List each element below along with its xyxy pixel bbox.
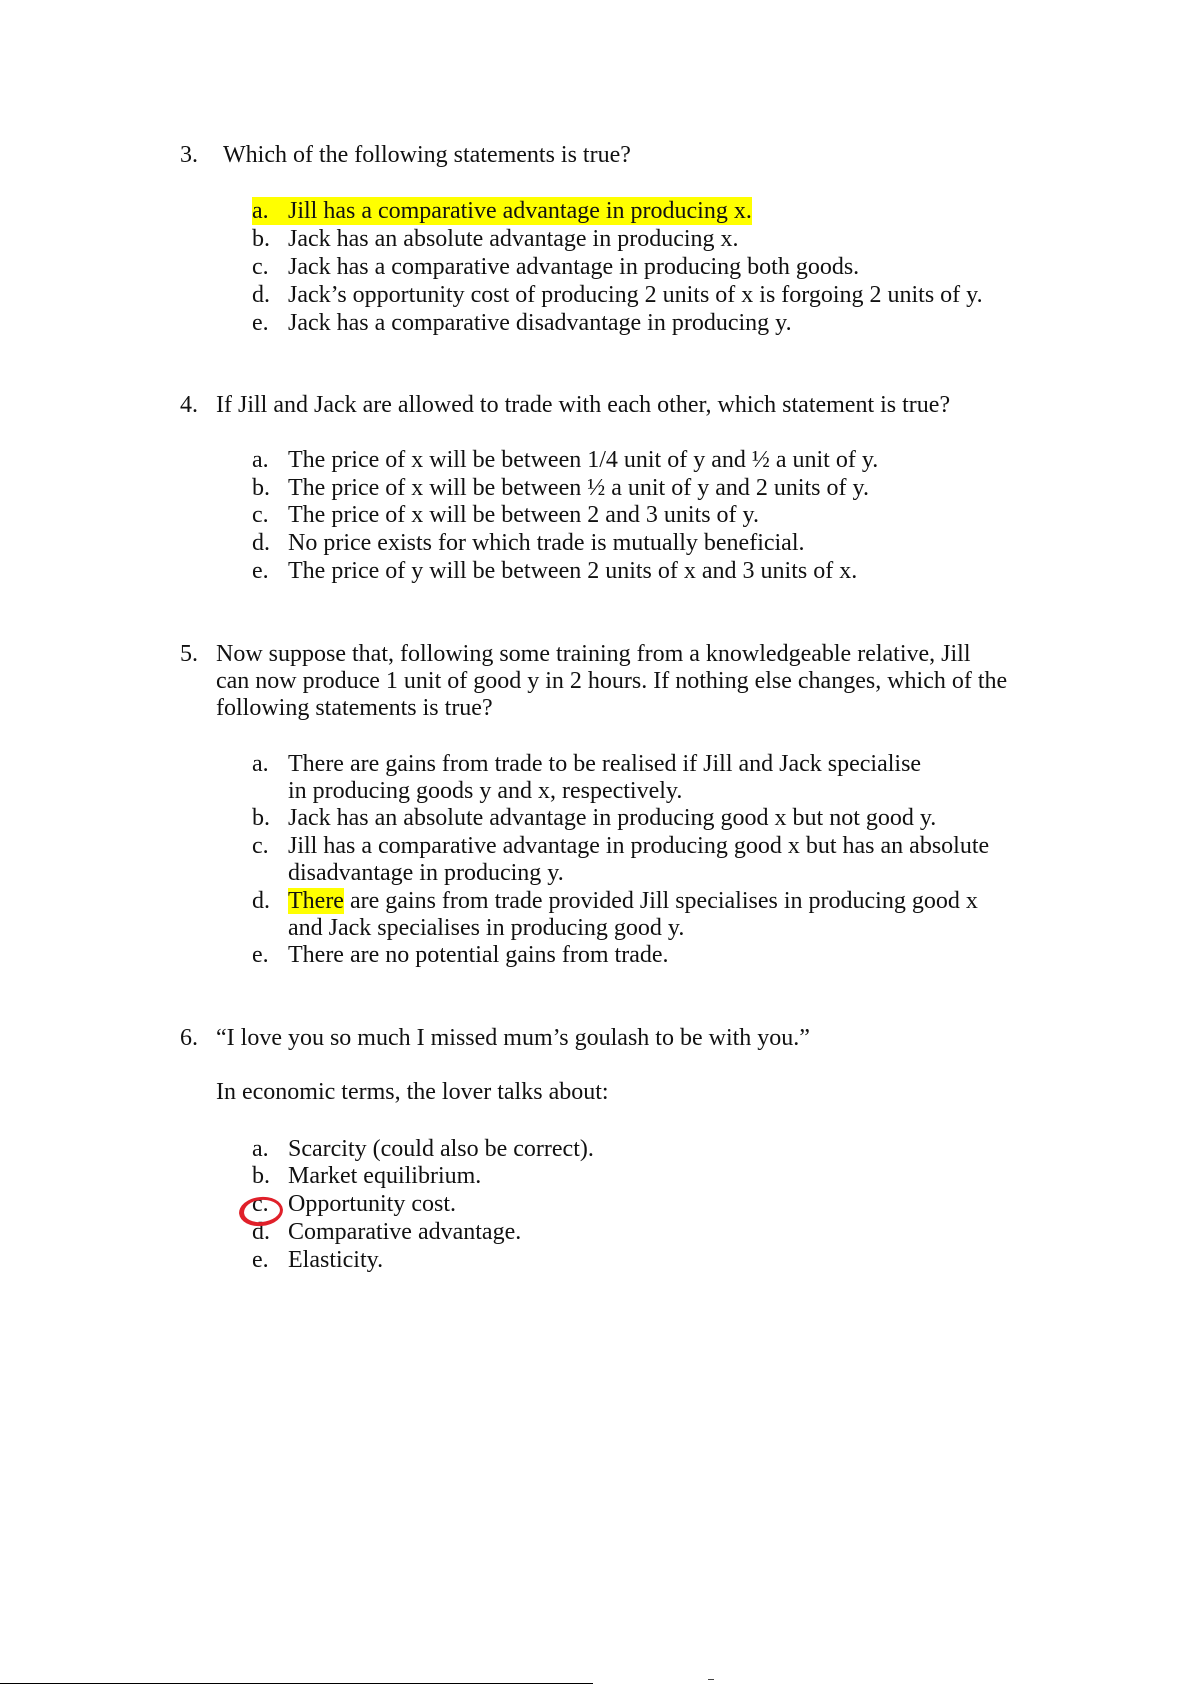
option-text: Comparative advantage. <box>288 1219 522 1245</box>
option-letter: c. <box>252 833 269 859</box>
option-letter: e. <box>252 558 269 584</box>
option-letter: c. <box>252 254 269 280</box>
option-text: There are no potential gains from trade. <box>288 942 669 968</box>
option-text-line-1: There are gains from trade to be realised if Jill and Jack specialise <box>288 751 922 777</box>
option-letter: d. <box>252 530 270 556</box>
option-letter: b. <box>252 805 270 831</box>
highlighted-word: There <box>288 888 344 914</box>
question-text: “I love you so much I missed mum’s goulash to be with you.” <box>216 1025 810 1051</box>
option-letter: e. <box>252 942 269 968</box>
question-text-line-1: Now suppose that, following some training from a knowledgeable relative, Jill <box>216 641 971 667</box>
option-text: No price exists for which trade is mutually beneficial. <box>288 530 805 556</box>
footer-rule <box>0 1683 593 1684</box>
question-number: 6. <box>180 1025 198 1051</box>
option-text-line-2: disadvantage in producing y. <box>288 860 564 886</box>
option-letter: d. <box>252 282 270 308</box>
option-text-line-2: and Jack specialises in producing good y. <box>288 915 685 941</box>
question-text: If Jill and Jack are allowed to trade with each other, which statement is true? <box>216 392 951 418</box>
question-text-line-3: following statements is true? <box>216 695 493 721</box>
question-text: Which of the following statements is true? <box>223 142 631 168</box>
option-text-line-2: in producing goods y and x, respectively. <box>288 778 683 804</box>
option-text: The price of x will be between 2 and 3 units of y. <box>288 502 759 528</box>
pen-circle-annotation <box>238 1195 285 1228</box>
option-text: The price of y will be between 2 units of x and 3 units of x. <box>288 558 858 584</box>
option-letter: a. <box>252 751 269 777</box>
question-subtext: In economic terms, the lover talks about: <box>216 1079 609 1105</box>
option-text: Scarcity (could also be correct). <box>288 1136 594 1162</box>
option-text: Jack has a comparative advantage in producing both goods. <box>288 254 860 280</box>
option-letter: b. <box>252 1163 270 1189</box>
option-text: Market equilibrium. <box>288 1163 482 1189</box>
option-letter: c. <box>252 502 269 528</box>
option-text-line-1: There are gains from trade provided Jill specialises in producing good x <box>288 888 978 914</box>
option-letter: b. <box>252 475 270 501</box>
option-letter: c. <box>252 1191 269 1217</box>
footer-mark <box>708 1679 714 1680</box>
option-text: Jack has an absolute advantage in producing x. <box>288 226 739 252</box>
option-text: Jill has a comparative advantage in producing x. <box>288 198 752 224</box>
question-number: 3. <box>180 142 198 168</box>
option-letter: e. <box>252 310 269 336</box>
option-text: Opportunity cost. <box>288 1191 456 1217</box>
option-text: The price of x will be between ½ a unit of y and 2 units of y. <box>288 475 869 501</box>
option-text: Jack has a comparative disadvantage in producing y. <box>288 310 792 336</box>
question-number: 4. <box>180 392 198 418</box>
option-letter: d. <box>252 888 270 914</box>
option-text-line-1: Jill has a comparative advantage in producing good x but has an absolute <box>288 833 990 859</box>
option-letter: b. <box>252 226 270 252</box>
option-letter: e. <box>252 1247 269 1273</box>
option-text: Elasticity. <box>288 1247 384 1273</box>
option-letter: d. <box>252 1219 270 1245</box>
option-text: Jack has an absolute advantage in producing good x but not good y. <box>288 805 937 831</box>
option-letter: a. <box>252 197 289 225</box>
option-text: Jack’s opportunity cost of producing 2 units of x is forgoing 2 units of y. <box>288 282 983 308</box>
option-letter: a. <box>252 447 269 473</box>
question-number: 5. <box>180 641 198 667</box>
option-letter: a. <box>252 1136 269 1162</box>
option-text: The price of x will be between 1/4 unit of y and ½ a unit of y. <box>288 447 879 473</box>
question-text-line-2: can now produce 1 unit of good y in 2 hours. If nothing else changes, which of the <box>216 668 1008 694</box>
